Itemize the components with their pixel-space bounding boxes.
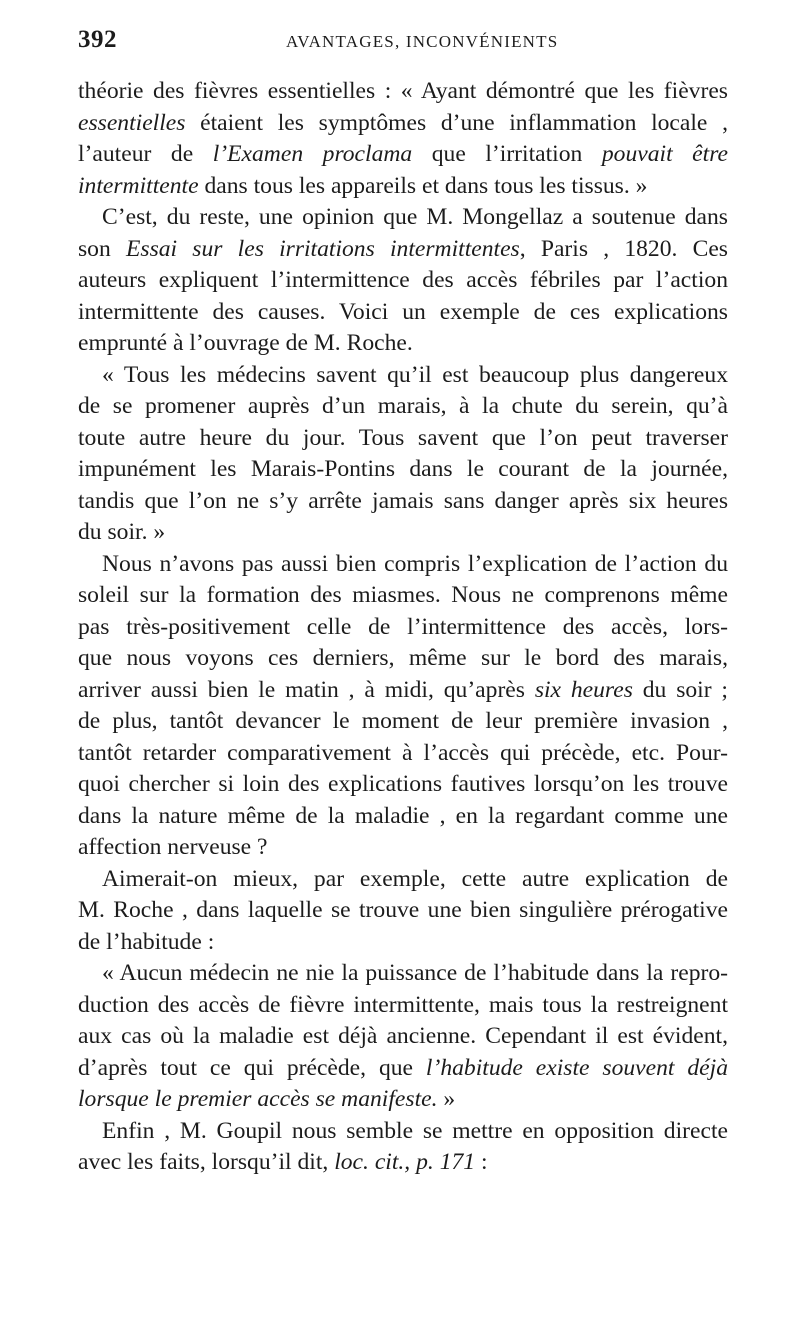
text-line <box>78 1021 728 1053</box>
text-line <box>78 1147 728 1179</box>
text-segment: avec les faits, lorsqu’il dit, <box>78 1149 335 1175</box>
italic-text: loc. cit., p. 171 <box>334 1149 476 1175</box>
text-segment: Aimerait-on mieux, par exemple, cette autre explication de <box>102 865 728 892</box>
text-line <box>78 360 728 392</box>
text-line <box>78 76 728 108</box>
text-segment: duction des accès de fièvre intermittente, mais tous la restreignent <box>78 991 728 1018</box>
text-line <box>78 643 728 675</box>
text-segment: étaient les symptômes d’une inflammation locale , <box>185 109 728 136</box>
text-segment: l’auteur de <box>78 141 213 167</box>
text-line <box>78 580 728 612</box>
italic-text: Essai sur les irritations intermittentes <box>125 235 520 262</box>
page-number: 392 <box>78 26 117 53</box>
text-line <box>78 108 728 140</box>
text-segment: Enfin , M. Goupil nous semble se mettre en opposition directe <box>102 1117 728 1144</box>
text-line <box>78 801 728 833</box>
text-segment: intermittente des causes. Voici un exemple de ces explications <box>78 298 728 325</box>
text-segment: dans la nature même de la maladie , en la regardant comme une <box>78 802 728 829</box>
text-segment: toute autre heure du jour. Tous savent que l’on peut traverser <box>78 424 728 451</box>
italic-text: lorsque le premier accès se manifeste. <box>78 1086 438 1112</box>
text-line <box>78 391 728 423</box>
text-segment: quoi chercher si loin des explications fautives lorsqu’on les trouve <box>78 771 728 797</box>
running-title: AVANTAGES, INCONVÉNIENTS <box>286 32 559 51</box>
text-line <box>78 171 728 203</box>
text-line <box>78 1084 728 1116</box>
italic-text: l’Examen proclama <box>212 141 413 167</box>
italic-text: six heures <box>534 676 633 703</box>
text-segment: aux cas où la maladie est déjà ancienne. Cependant il est évident, <box>78 1023 728 1049</box>
text-segment: soleil sur la formation des miasmes. Nous ne comprenons même <box>78 582 728 608</box>
text-segment: dans tous les appareils et dans tous les tissus. » <box>198 172 648 199</box>
text-line <box>78 328 728 360</box>
text-segment: affection nerveuse ? <box>78 834 268 860</box>
text-segment: que l’irritation <box>412 141 602 167</box>
text-line <box>78 202 728 234</box>
text-segment: M. Roche , dans laquelle se trouve une bien singulière prérogative <box>78 897 728 923</box>
text-segment: C’est, du reste, une opinion que M. Mongellaz a soutenue dans <box>102 204 728 230</box>
text-segment: pas très-positivement celle de l’intermittence des accès, lors- <box>78 613 728 640</box>
text-segment: auteurs expliquent l’intermittence des accès fébriles par l’action <box>78 267 728 293</box>
text-line <box>78 486 728 518</box>
text-line <box>78 265 728 297</box>
text-line <box>78 990 728 1022</box>
italic-text: l’habitude existe souvent déjà <box>425 1054 728 1081</box>
text-line <box>78 832 728 864</box>
text-segment: de l’habitude : <box>78 928 215 955</box>
text-line <box>78 139 728 171</box>
text-segment: impunément les Marais-Pontins dans le courant de la journée, <box>78 456 728 482</box>
text-segment: « Tous les médecins savent qu’il est beaucoup plus dangereux <box>102 361 728 388</box>
text-segment: son <box>78 235 126 262</box>
text-line <box>78 1053 728 1085</box>
text-line <box>78 1116 728 1148</box>
text-segment: « Aucun médecin ne nie la puissance de l’habitude dans la repro- <box>102 960 728 986</box>
text-line <box>78 769 728 801</box>
text-line <box>78 895 728 927</box>
text-segment: » <box>437 1086 456 1112</box>
text-segment: Nous n’avons pas aussi bien compris l’explication de l’action du <box>102 550 728 577</box>
text-segment: emprunté à l’ouvrage de M. Roche. <box>78 330 413 356</box>
text-line <box>78 958 728 990</box>
text-line <box>78 927 728 959</box>
text-line <box>78 675 728 707</box>
text-segment: : <box>475 1149 488 1175</box>
text-line <box>78 423 728 455</box>
body-text <box>78 76 728 1179</box>
text-segment: tantôt retarder comparativement à l’accès qui précède, etc. Pour- <box>78 739 728 766</box>
text-segment: que nous voyons ces derniers, même sur le bord des marais, <box>78 645 728 671</box>
text-line <box>78 738 728 770</box>
text-line <box>78 864 728 896</box>
italic-text: pouvait être <box>601 141 728 167</box>
text-line <box>78 612 728 644</box>
text-segment: du soir. » <box>78 519 166 545</box>
text-line <box>78 517 728 549</box>
text-segment: du soir ; <box>632 676 728 703</box>
text-line <box>78 549 728 581</box>
italic-text: intermittente <box>78 172 199 199</box>
text-segment: tandis que l’on ne s’y arrête jamais sans danger après six heures <box>78 487 728 514</box>
text-segment: de se promener auprès d’un marais, à la chute du serein, qu’à <box>78 393 728 419</box>
text-segment: d’après tout ce qui précède, que <box>78 1054 426 1081</box>
text-segment: de plus, tantôt devancer le moment de leur première invasion , <box>78 708 728 734</box>
text-segment: , Paris , 1820. Ces <box>519 235 728 262</box>
text-segment: théorie des fièvres essentielles : « Ayant démontré que les fièvres <box>78 78 728 104</box>
italic-text: essentielles <box>78 109 186 136</box>
text-line <box>78 454 728 486</box>
text-line <box>78 234 728 266</box>
text-line <box>78 706 728 738</box>
text-line <box>78 297 728 329</box>
running-head <box>78 26 728 56</box>
text-segment: arriver aussi bien le matin , à midi, qu’après <box>78 676 535 703</box>
